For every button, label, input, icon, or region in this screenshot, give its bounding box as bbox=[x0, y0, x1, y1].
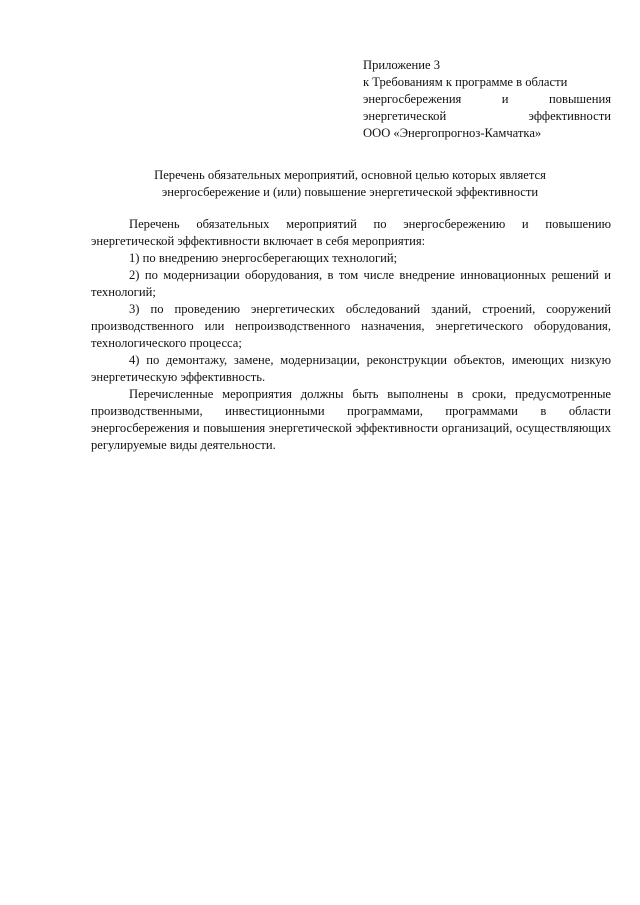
title-line-2: энергосбережение и (или) повышение энергетической эффективности bbox=[161, 185, 539, 199]
document-title bbox=[96, 167, 604, 201]
appendix-number: Приложение 3 bbox=[363, 58, 441, 72]
closing-paragraph: Перечисленные мероприятия должны быть выполнены в сроки, предусмотренные производственными, инвестиционными программами, программами в области энергосбережения и повышения энергетической эффективности организаций, осуществляющих регулируемые виды деятельности. bbox=[91, 387, 611, 452]
appendix-reference: к Требованиям к программе в области bbox=[363, 75, 568, 89]
list-item-3: 3) по проведению энергетических обследований зданий, строений, сооружений производственного или непроизводственного назначения, энергетического оборудования, технологического процесса; bbox=[91, 302, 611, 350]
appendix-organization: ООО «Энергопрогноз-Камчатка» bbox=[363, 126, 542, 140]
appendix-reference-line4: энергетической эффективности bbox=[363, 109, 611, 123]
document-body bbox=[91, 216, 611, 454]
title-line-1: Перечень обязательных мероприятий, основной целью которых является bbox=[154, 168, 546, 182]
intro-paragraph: Перечень обязательных мероприятий по энергосбережению и повышению энергетической эффективности включает в себя мероприятия: bbox=[91, 217, 611, 248]
list-item-4: 4) по демонтажу, замене, модернизации, реконструкции объектов, имеющих низкую энергетическую эффективность. bbox=[91, 353, 611, 384]
appendix-header bbox=[363, 57, 611, 142]
list-item-2: 2) по модернизации оборудования, в том числе внедрение инновационных решений и технологий; bbox=[91, 268, 611, 299]
list-item-1: 1) по внедрению энергосберегающих технологий; bbox=[129, 251, 398, 265]
appendix-reference-line3: энергосбережения и повышения bbox=[363, 92, 611, 106]
